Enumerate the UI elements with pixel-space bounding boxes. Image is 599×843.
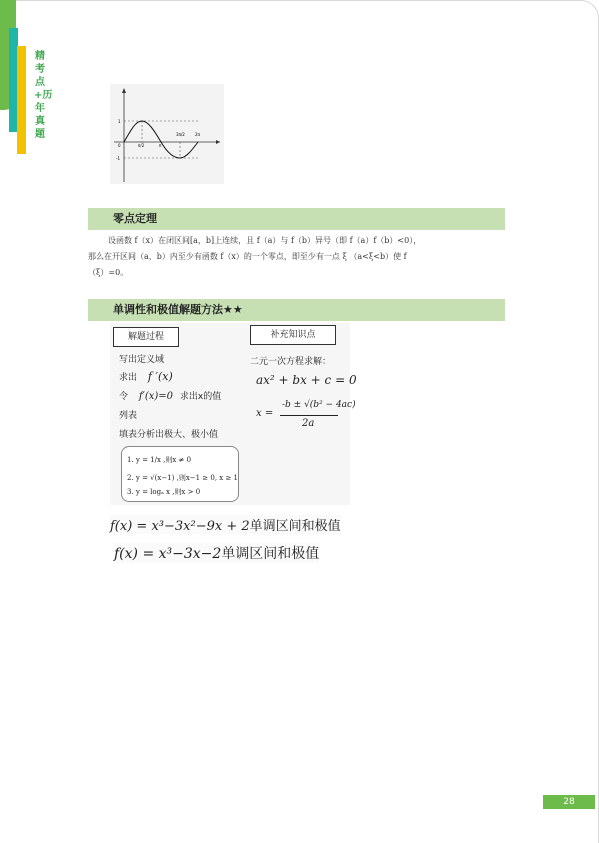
side-tab-label: 精考点+历年真题 bbox=[34, 51, 53, 140]
y-tick-1: -1 bbox=[116, 156, 120, 161]
exercise-2-math: f(x) = x³−3x−2 bbox=[114, 546, 222, 562]
domain-rule-1: 1. y = 1/x ,则x ≠ 0 bbox=[127, 456, 192, 464]
step-3 bbox=[119, 389, 221, 402]
step-2-text: 求出 bbox=[119, 373, 138, 383]
x-tick-4: 2π bbox=[195, 132, 200, 137]
step-3-suffix: 求出x的值 bbox=[179, 392, 222, 402]
step-1: 写出定义域 bbox=[119, 355, 165, 365]
x-tick-2: π bbox=[159, 143, 162, 148]
exercise-1-math: f(x) = x³−3x²−9x + 2 bbox=[110, 519, 250, 534]
x-tick-1: π/2 bbox=[138, 143, 145, 148]
formula-lhs: x = bbox=[256, 408, 274, 419]
formula-fraction-bar bbox=[280, 415, 338, 416]
supplement-title: 二元一次方程求解： bbox=[250, 357, 332, 367]
sine-graph bbox=[110, 84, 224, 184]
section-title-text: 单调性和极值解题方法★★ bbox=[113, 303, 243, 316]
paragraph-line: 设函数 f（x）在闭区间[a，b]上连续，且 f（a）与 f（b）异号（即 f（a）f（b）<0）， bbox=[108, 236, 422, 245]
solution-process-label: 解题过程 bbox=[113, 327, 179, 347]
domain-rule-2: 2. y = √(x−1) ,则x−1 ≥ 0, x ≥ 1 bbox=[127, 474, 239, 482]
y-tick-0: 1 bbox=[118, 119, 121, 124]
step-2-math: f ′(x) bbox=[147, 370, 173, 383]
step-2 bbox=[119, 370, 173, 383]
step-3-math: f′(x)=0 bbox=[138, 391, 174, 402]
x-tick-0: 0 bbox=[118, 143, 121, 148]
exercise-1 bbox=[110, 515, 341, 534]
paragraph-line: （ξ）=0。 bbox=[88, 268, 129, 277]
exercise-2-text: 单调区间和极值 bbox=[221, 546, 320, 562]
supplement-label: 补充知识点 bbox=[250, 325, 336, 345]
step-3-text: 令 bbox=[119, 392, 129, 402]
quadratic-equation: ax² + bx + c = 0 bbox=[256, 373, 357, 387]
formula-numerator: -b ± √(b² − 4ac) bbox=[282, 400, 356, 410]
domain-rule-3: 3. y = logₐ x ,则x > 0 bbox=[127, 488, 201, 496]
x-tick-3: 3π/2 bbox=[176, 132, 185, 137]
paragraph-line: 那么在开区间（a，b）内至少有函数 f（x）的一个零点，即至少有一点 ξ （a<ξ<b）使 f bbox=[88, 252, 407, 261]
section-title-zero-point-theorem bbox=[88, 208, 505, 230]
side-bar-yellow bbox=[17, 46, 26, 154]
section-title-text: 零点定理 bbox=[113, 212, 157, 225]
section-title-monotonicity bbox=[88, 299, 505, 321]
step-5: 填表分析出极大、极小值 bbox=[119, 430, 219, 440]
step-4: 列表 bbox=[119, 411, 138, 421]
domain-rules-box bbox=[121, 446, 239, 502]
zero-point-theorem-paragraph bbox=[88, 233, 505, 281]
page-number: 28 bbox=[543, 795, 595, 809]
sine-graph-svg bbox=[110, 84, 224, 184]
formula-denominator: 2a bbox=[302, 418, 315, 429]
exercise-2 bbox=[114, 543, 319, 563]
exercise-1-text: 单调区间和极值 bbox=[249, 519, 341, 534]
